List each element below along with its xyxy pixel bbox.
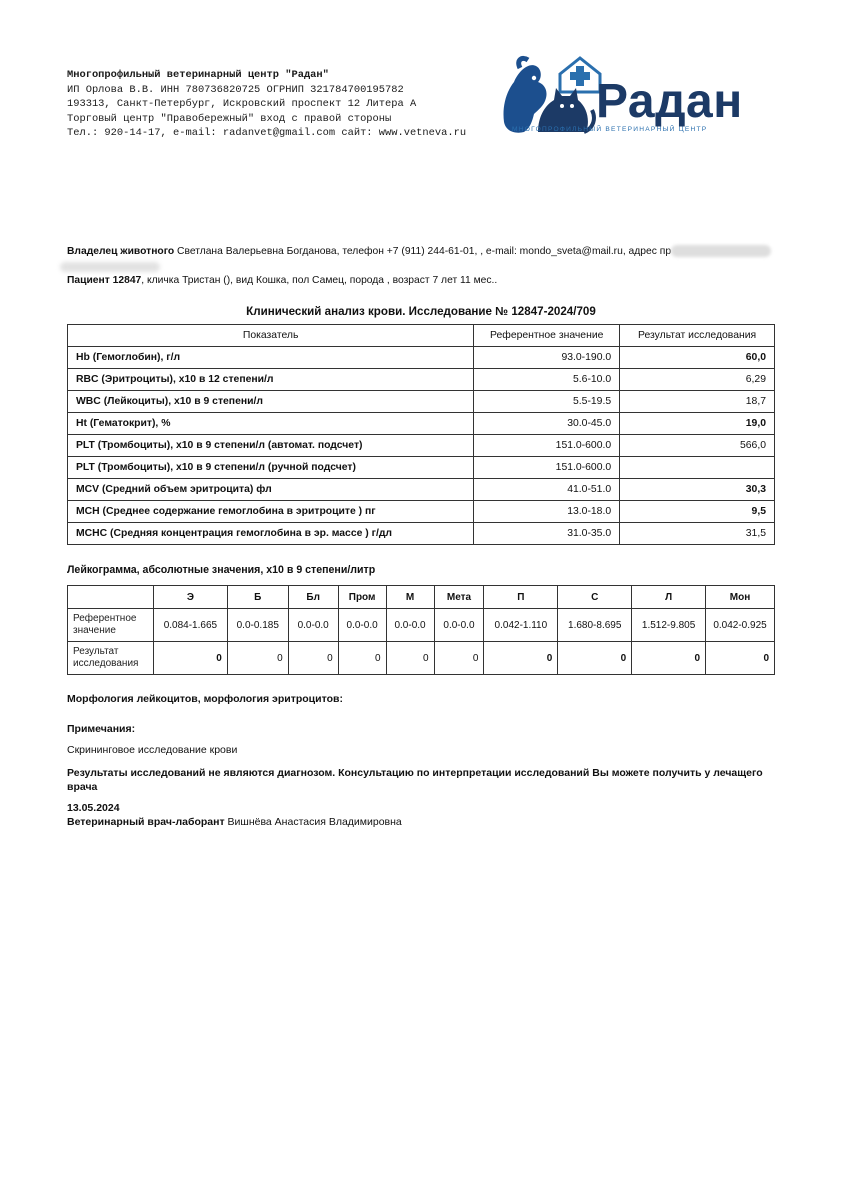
table-row — [68, 413, 775, 435]
leukogram-result-cell: 0 — [338, 642, 386, 675]
leukogram-column-header: Мета — [434, 586, 484, 609]
reference-value: 30.0-45.0 — [474, 413, 620, 435]
header-reference: Референтное значение — [474, 325, 620, 347]
report-date: 13.05.2024 — [67, 802, 120, 814]
parameter-name: RBC (Эритроциты), x10 в 12 степени/л — [68, 369, 474, 391]
reference-value: 13.0-18.0 — [474, 501, 620, 523]
leukogram-reference-cell: 0.0-0.0 — [288, 609, 338, 642]
reference-value: 31.0-35.0 — [474, 523, 620, 545]
disclaimer: Результаты исследований не являются диагнозом. Консультацию по интерпретации исследований Вы можете получить у лечащего врача — [67, 767, 763, 793]
leukogram-reference-cell: 0.042-1.110 — [484, 609, 558, 642]
leukogram-column-header: Бл — [288, 586, 338, 609]
result-value: 19,0 — [620, 413, 775, 435]
leukogram-column-header: Л — [632, 586, 706, 609]
patient-line — [67, 274, 497, 288]
result-value: 31,5 — [620, 523, 775, 545]
leukogram-result-cell: 0 — [153, 642, 227, 675]
table-row — [68, 347, 775, 369]
leukogram-table — [67, 585, 775, 675]
parameter-name: MCHC (Средняя концентрация гемоглобина в эр. массе ) г/дл — [68, 523, 474, 545]
leukogram-result-cell: 0 — [706, 642, 775, 675]
header-result: Результат исследования — [620, 325, 775, 347]
table-row — [68, 369, 775, 391]
doctor-label: Ветеринарный врач-лаборант — [67, 816, 225, 828]
leukogram-column-header: С — [558, 586, 632, 609]
leukogram-reference-cell: 0.084-1.665 — [153, 609, 227, 642]
clinic-contacts: Тел.: 920-14-17, e-mail: radanvet@gmail.com сайт: www.vetneva.ru — [67, 127, 467, 140]
parameter-name: PLT (Тромбоциты), x10 в 9 степени/л (ручной подсчет) — [68, 457, 474, 479]
header-parameter: Показатель — [68, 325, 474, 347]
notes-text: Скрининговое исследование крови — [67, 744, 238, 756]
result-value — [620, 457, 775, 479]
leukogram-result-cell: 0 — [227, 642, 288, 675]
parameter-name: Hb (Гемоглобин), г/л — [68, 347, 474, 369]
result-value: 6,29 — [620, 369, 775, 391]
leukogram-reference-cell: 0.0-0.185 — [227, 609, 288, 642]
leukogram-reference-cell: 1.512-9.805 — [632, 609, 706, 642]
parameter-name: MCH (Среднее содержание гемоглобина в эритроците ) пг — [68, 501, 474, 523]
notes-label: Примечания: — [67, 723, 136, 735]
leukogram-reference-row — [68, 609, 775, 642]
leukogram-result-cell: 0 — [288, 642, 338, 675]
leukogram-reference-cell: 0.042-0.925 — [706, 609, 775, 642]
table-row — [68, 435, 775, 457]
blood-analysis-table — [67, 324, 775, 545]
leukogram-column-header: Пром — [338, 586, 386, 609]
leukogram-column-header: М — [386, 586, 434, 609]
clinic-name: Многопрофильный ветеринарный центр "Радан" — [67, 69, 329, 81]
leukogram-result-cell: 0 — [484, 642, 558, 675]
result-value: 18,7 — [620, 391, 775, 413]
leukogram-reference-cell: 1.680-8.695 — [558, 609, 632, 642]
redacted-address — [671, 245, 771, 257]
patient-details: , кличка Тристан (), вид Кошка, пол Самец, порода , возраст 7 лет 11 мес.. — [141, 275, 498, 286]
analysis-title: Клинический анализ крови. Исследование № 12847-2024/709 — [246, 305, 596, 318]
result-value: 30,3 — [620, 479, 775, 501]
leukogram-corner — [68, 586, 154, 609]
result-value: 566,0 — [620, 435, 775, 457]
reference-value: 151.0-600.0 — [474, 457, 620, 479]
leukogram-title: Лейкограмма, абсолютные значения, x10 в 9 степени/литр — [67, 564, 376, 576]
doctor-name: Вишнёва Анастасия Владимировна — [227, 816, 402, 828]
reference-value: 93.0-190.0 — [474, 347, 620, 369]
table-row — [68, 457, 775, 479]
leukogram-column-header: П — [484, 586, 558, 609]
leukogram-reference-cell: 0.0-0.0 — [386, 609, 434, 642]
result-label: Результат исследования — [68, 642, 154, 675]
result-value: 9,5 — [620, 501, 775, 523]
logo-subtitle: МНОГОПРОФИЛЬНЫЙ ВЕТЕРИНАРНЫЙ ЦЕНТР — [512, 126, 708, 133]
clinic-line-4: Торговый центр "Правобережный" вход с правой стороны — [67, 112, 392, 125]
table-row — [68, 523, 775, 545]
leukogram-result-cell: 0 — [558, 642, 632, 675]
table-row — [68, 501, 775, 523]
leukogram-header-row — [68, 586, 775, 609]
leukogram-result-cell: 0 — [386, 642, 434, 675]
reference-label: Референтное значение — [68, 609, 154, 642]
table-row — [68, 479, 775, 501]
doctor-line — [67, 815, 775, 829]
patient-label: Пациент 12847 — [67, 275, 142, 286]
leukogram-result-row — [68, 642, 775, 675]
leukogram-column-header: Б — [227, 586, 288, 609]
clinic-line-3: 193313, Санкт-Петербург, Искровский проспект 12 Литера А — [67, 98, 417, 111]
leukogram-reference-cell: 0.0-0.0 — [338, 609, 386, 642]
leukogram-result-cell: 0 — [434, 642, 484, 675]
leukogram-column-header: Мон — [706, 586, 775, 609]
parameter-name: PLT (Тромбоциты), x10 в 9 степени/л (автомат. подсчет) — [68, 435, 474, 457]
leukogram-reference-cell: 0.0-0.0 — [434, 609, 484, 642]
table-row — [68, 391, 775, 413]
reference-value: 41.0-51.0 — [474, 479, 620, 501]
logo-wordmark: Радан — [596, 75, 743, 128]
reference-value: 5.5-19.5 — [474, 391, 620, 413]
result-value: 60,0 — [620, 347, 775, 369]
redacted-address-continued — [60, 262, 160, 272]
parameter-name: Ht (Гематокрит), % — [68, 413, 474, 435]
table-header-row — [68, 325, 775, 347]
reference-value: 151.0-600.0 — [474, 435, 620, 457]
morphology-heading: Морфология лейкоцитов, морфология эритроцитов: — [67, 693, 343, 705]
owner-line — [67, 245, 771, 259]
owner-label: Владелец животного — [67, 246, 175, 257]
parameter-name: MCV (Средний объем эритроцита) фл — [68, 479, 474, 501]
leukogram-result-cell: 0 — [632, 642, 706, 675]
parameter-name: WBC (Лейкоциты), x10 в 9 степени/л — [68, 391, 474, 413]
reference-value: 5.6-10.0 — [474, 369, 620, 391]
clinic-header — [67, 68, 487, 141]
owner-details: Светлана Валерьевна Богданова, телефон +7 (911) 244-61-01, , e-mail: mondo_sveta@mail.ru, адрес пр — [177, 246, 672, 257]
clinic-line-2: ИП Орлова В.В. ИНН 780736820725 ОГРНИП 321784700195782 — [67, 83, 404, 96]
leukogram-column-header: Э — [153, 586, 227, 609]
